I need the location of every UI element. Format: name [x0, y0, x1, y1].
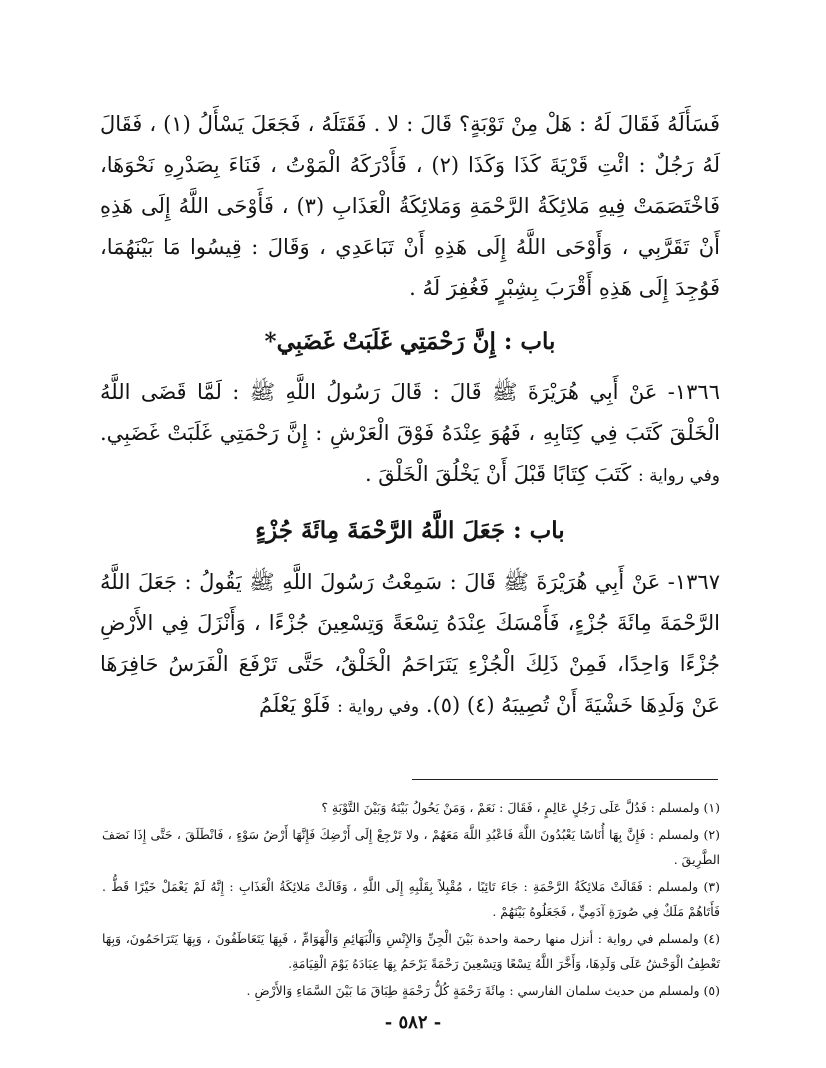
footnotes-section: [102, 795, 720, 1005]
hadith-1366-narration-label: وفي رواية :: [637, 466, 720, 486]
footnote-1: (١) ولمسلم : فَدُلَّ عَلَى رَجُلٍ عَالِمٍ ، فَقَالَ : نَعَمْ ، وَمَنْ يَحُولُ بَيْنَهُ وَبَيْنَ التَّوْبَةِ ؟: [321, 800, 720, 815]
hadith-1366-paragraph: [100, 372, 720, 497]
footnote-2: (٢) ولمسلم : فَإِنَّ بِهَا أُنَاسًا يَعْبُدُونَ اللَّهَ فَاعْبُدِ اللَّهَ مَعَهُمْ ، ولا تَرْجِعْ إِلَى أَرْضِكَ فَإِنَّهَا أَرْضُ سَوْءٍ ، فَانْطَلَقَ ، حَتَّى إِذَا نَصَفَ الطَّرِيقَ .: [102, 827, 720, 867]
hadith-continuation-text: فَسَأَلَهُ فَقَالَ لَهُ : هَلْ مِنْ تَوْبَةٍ؟ قَالَ : لا . فَقَتَلَهُ ، فَجَعَلَ يَسْأَلُ (١) ، فَقَالَ لَهُ رَجُلٌ : ائْتِ قَرْيَةَ كَذَا وَكَذَا (٢) ، فَأَدْرَكَهُ الْمَوْتُ ، فَنَاءَ بِصَدْرِهِ نَحْوَهَا، فَاخْتَصَمَتْ فِيهِ مَلائِكَةُ الرَّحْمَةِ وَمَلائِكَةُ الْعَذَابِ (٣) ، فَأَوْحَى اللَّهُ إِلَى هَذِهِ أَنْ تَقَرَّبِي ، وَأَوْحَى اللَّهُ إِلَى هَذِهِ أَنْ تَبَاعَدِي ، وَقَالَ : قِيسُوا مَا بَيْنَهُمَا، فَوُجِدَ إِلَى هَذِهِ أَقْرَبَ بِشِبْرٍ فَغُفِرَ لَهُ .: [100, 112, 720, 300]
hadith-1367-paragraph: [100, 562, 720, 728]
hadith-1367-narration-label: وفي رواية :: [337, 697, 420, 717]
footnote-3: (٣) ولمسلم : فَقَالَتْ مَلائِكَةُ الرَّحْمَةِ : جَاءَ تَائِبًا ، مُقْبِلاً بِقَلْبِهِ إِلَى اللَّهِ ، وَقَالَتْ مَلائِكَةُ الْعَذَابِ : إِنَّهُ لَمْ يَعْمَلْ خَيْرًا قَطُّ . فَأَتَاهُمْ مَلَكٌ فِي صُورَةِ آدَمِيٍّ ، فَجَعَلُوهُ بَيْنَهُمْ .: [102, 879, 720, 919]
hadith-1367-text: ١٣٦٧- عَنْ أَبِي هُرَيْرَةَ ﷺ قَالَ : سَمِعْتُ رَسُولَ اللَّهِ ﷺ يَقُولُ : جَعَلَ اللَّهُ الرَّحْمَةَ مِائَةَ جُزْءٍ، فَأَمْسَكَ عِنْدَهُ تِسْعَةً وَتِسْعِينَ جُزْءًا ، وَأَنْزَلَ فِي الأَرْضِ جُزْءًا وَاحِدًا، فَمِنْ ذَلِكَ الْجُزْءِ يَتَرَاحَمُ الْخَلْقُ، حَتَّى تَرْفَعَ الْفَرَسُ حَافِرَهَا عَنْ وَلَدِهَا خَشْيَةَ أَنْ تُصِيبَهُ (٤) (٥).: [100, 570, 720, 717]
footnote-4: (٤) ولمسلم في رواية : أنزل منها رحمة واحدة بَيْنَ الْجِنِّ وَالإِنْسِ وَالْبَهَائِمِ وَالْهَوَامِّ ، فَبِهَا يَتَعَاطَفُونَ ، وَبِهَا يَتَرَاحَمُونَ، وَبِهَا تَعْطِفُ الْوَحْشُ عَلَى وَلَدِهَا، وَأَخَّرَ اللَّهُ تِسْعًا وَتِسْعِينَ رَحْمَةً يَرْحَمُ بِهَا عِبَادَهُ يَوْمَ الْقِيَامَةِ.: [102, 931, 720, 971]
hadith-1366-text: ١٣٦٦- عَنْ أَبِي هُرَيْرَةَ ﷺ قَالَ : قَالَ رَسُولُ اللَّهِ ﷺ : لَمَّا قَضَى اللَّهُ الْخَلْقَ كَتَبَ فِي كِتَابِهِ ، فَهُوَ عِنْدَهُ فَوْقَ الْعَرْشِ : إِنَّ رَحْمَتِي غَلَبَتْ غَضَبِي.: [100, 380, 720, 445]
hadith-1366-narration-text: كَتَبَ كِتَابًا قَبْلَ أَنْ يَخْلُقَ الْخَلْقَ .: [364, 462, 632, 486]
hadith-continuation-paragraph: [100, 104, 720, 309]
footnote-divider: [412, 779, 718, 780]
chapter-heading-mercy-prevails: باب : إِنَّ رَحْمَتِي غَلَبَتْ غَضَبِي*: [264, 328, 556, 355]
hadith-1367-narration-text: فَلَوْ يَعْلَمُ: [258, 693, 331, 717]
page-number: - ٥٨٢ -: [384, 1012, 442, 1033]
footnote-5: (٥) ولمسلم من حديث سلمان الفارسي : مِائَةَ رَحْمَةٍ كُلُّ رَحْمَةٍ طِبَاقَ مَا بَيْنَ السَّمَاءِ وَالأَرْضِ .: [246, 983, 720, 998]
chapter-heading-hundred-parts: باب : جَعَلَ اللَّهُ الرَّحْمَةَ مِائَةَ جُزْءٍ: [255, 517, 565, 544]
